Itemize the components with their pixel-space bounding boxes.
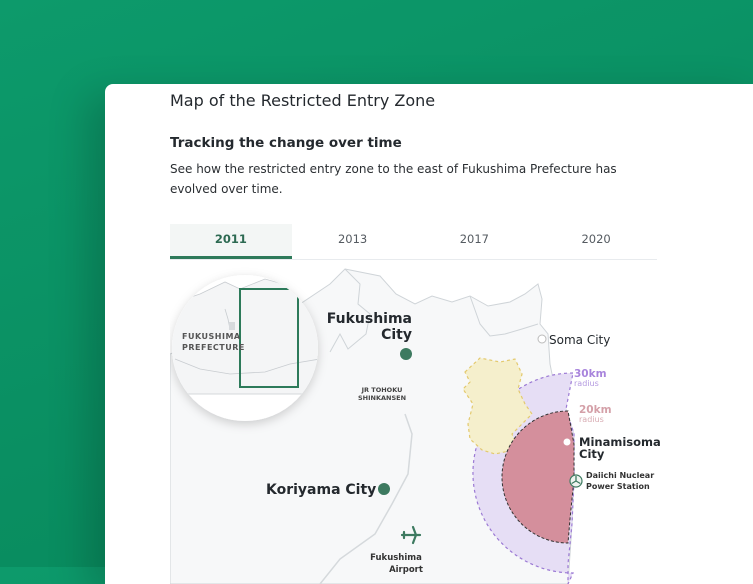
minamisoma-label-1: Minamisoma [579, 435, 661, 449]
page-title: Map of the Restricted Entry Zone [170, 91, 436, 110]
radius-20km-unit: radius [579, 415, 604, 424]
tab-2020[interactable]: 2020 [581, 232, 611, 246]
fukushima-city-marker[interactable] [400, 348, 412, 360]
radius-30km-unit: radius [574, 379, 599, 388]
radius-20km-value: 20km [579, 404, 612, 416]
airport-label-2: Airport [389, 565, 423, 575]
fukushima-city-label-1: Fukushima [326, 311, 412, 327]
plant-label-2: Power Station [586, 482, 650, 491]
tab-2011[interactable]: 2011 [170, 224, 292, 259]
inset-label-line1: Fukushima [182, 332, 241, 341]
koriyama-city-label: Koriyama City [266, 482, 377, 498]
restricted-zone-map [170, 264, 690, 584]
map-card [105, 84, 753, 584]
section-subtitle: Tracking the change over time [170, 135, 402, 151]
tab-2017[interactable]: 2017 [459, 232, 490, 246]
soma-city-marker[interactable] [538, 335, 546, 343]
minamisoma-city-marker[interactable] [564, 439, 571, 446]
fukushima-city-label-2: City [381, 327, 412, 343]
minamisoma-label-2: City [579, 447, 605, 461]
year-tabs [170, 224, 657, 260]
nuclear-plant-icon[interactable] [570, 475, 582, 487]
plant-label-1: Daiichi Nuclear [586, 471, 655, 480]
koriyama-city-marker[interactable] [378, 483, 390, 495]
rail-label-1: JR TOHOKU [361, 386, 403, 394]
rail-label-2: SHINKANSEN [357, 394, 407, 402]
airport-label-1: Fukushima [370, 553, 422, 563]
section-description: See how the restricted entry zone to the east of Fukushima Prefecture has evolved over time. [170, 162, 617, 196]
radius-30km-value: 30km [574, 368, 607, 380]
soma-city-label: Soma City [549, 333, 611, 347]
tab-2013[interactable]: 2013 [337, 232, 368, 246]
inset-label-line2: Prefecture [182, 343, 245, 352]
